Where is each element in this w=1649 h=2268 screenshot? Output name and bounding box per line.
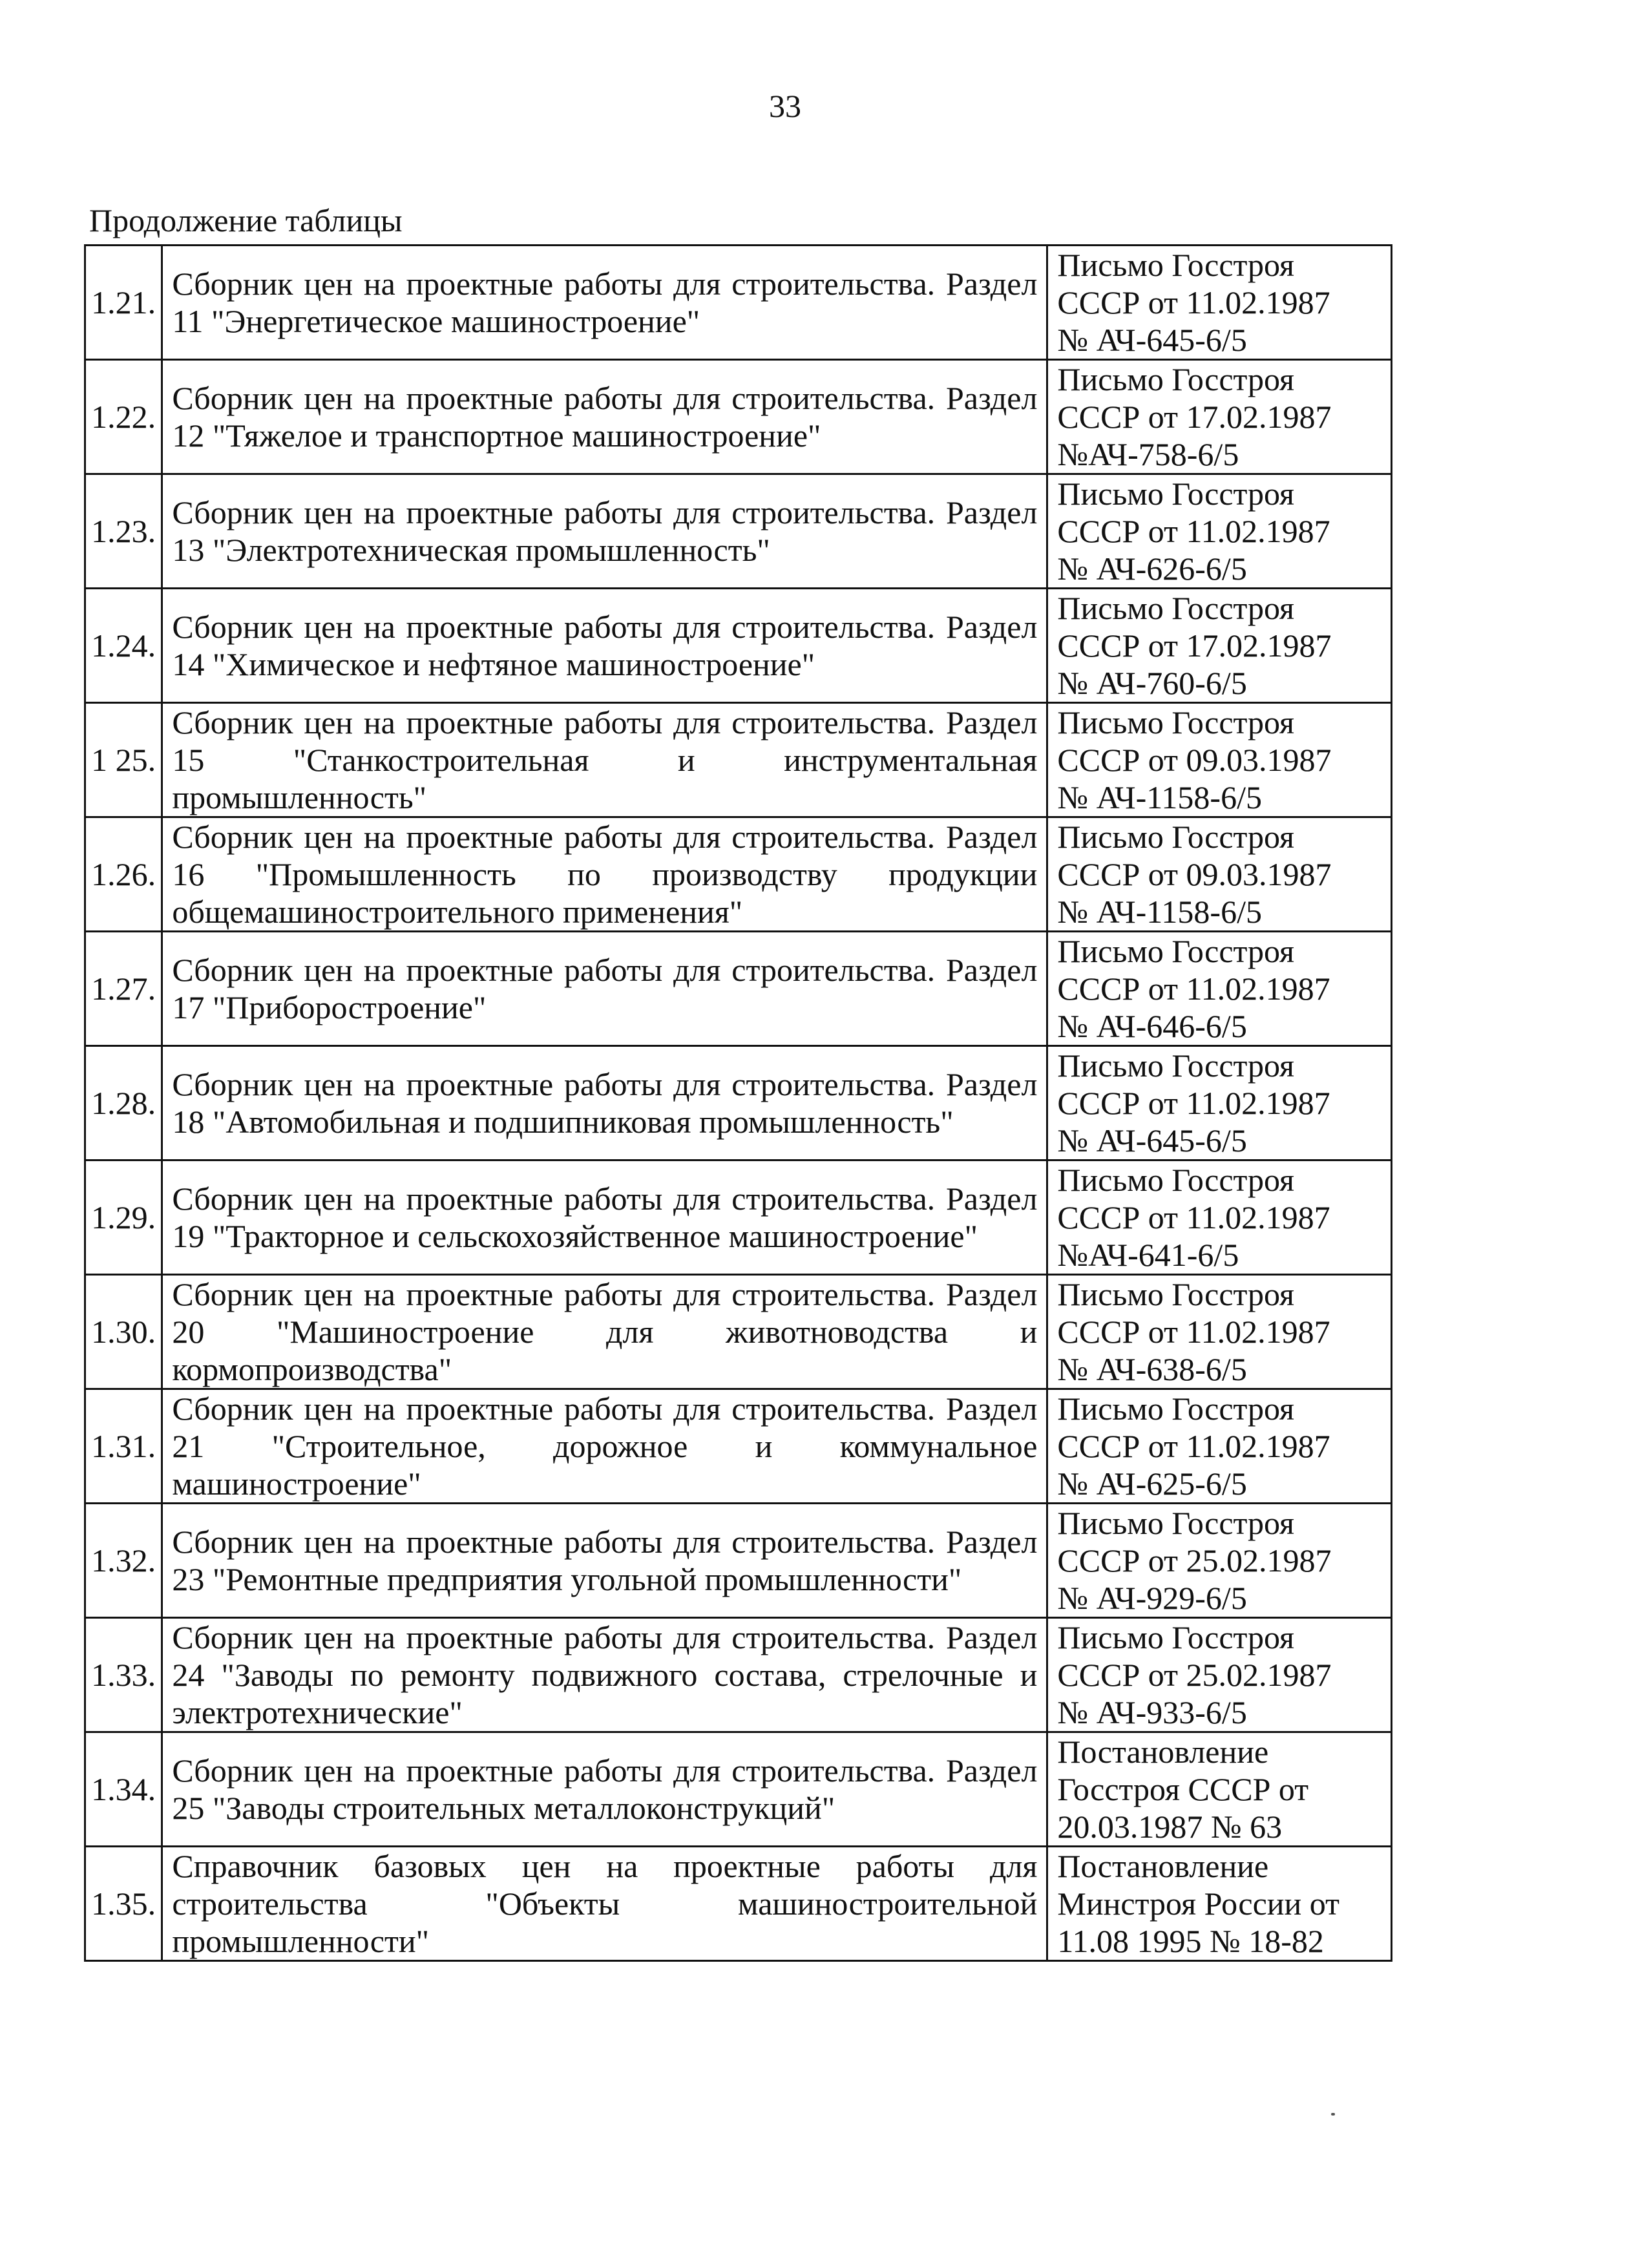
- approval-document-line: Письмо Госстроя: [1057, 590, 1295, 626]
- table-row: [85, 1847, 1392, 1961]
- approval-document: [1047, 1160, 1392, 1275]
- approval-document: [1047, 703, 1392, 817]
- row-number: 1.24.: [85, 589, 162, 703]
- approval-document-line: 11.08 1995 № 18-82: [1057, 1923, 1324, 1959]
- row-number: 1.26.: [85, 817, 162, 932]
- table-row: [85, 1618, 1392, 1732]
- approval-document-line: Госстроя СССР от: [1057, 1771, 1309, 1807]
- approval-document-line: СССР от 09.03.1987: [1057, 856, 1332, 892]
- approval-document-line: 20.03.1987 № 63: [1057, 1809, 1283, 1845]
- collection-title: Сборник цен на проектные работы для строительства. Раздел 20 "Машиностроение для животноводства и кормопроизводства": [162, 1275, 1047, 1389]
- collection-title: Сборник цен на проектные работы для строительства. Раздел 11 "Энергетическое машиностроение": [162, 246, 1047, 360]
- approval-document: [1047, 932, 1392, 1046]
- approval-document-line: № АЧ-1158-6/5: [1057, 894, 1262, 930]
- approval-document-line: СССР от 11.02.1987: [1057, 971, 1330, 1007]
- approval-document-line: СССР от 11.02.1987: [1057, 1314, 1330, 1350]
- table-row: [85, 1504, 1392, 1618]
- approval-document-line: №АЧ-641-6/5: [1057, 1237, 1239, 1273]
- collection-title: Сборник цен на проектные работы для строительства. Раздел 24 "Заводы по ремонту подвижного состава, стрелочные и электротехнические": [162, 1618, 1047, 1732]
- approval-document-line: СССР от 25.02.1987: [1057, 1657, 1332, 1693]
- approval-document-line: № АЧ-929-6/5: [1057, 1580, 1247, 1616]
- approval-document-line: Письмо Госстроя: [1057, 1391, 1295, 1427]
- table-row: [85, 1160, 1392, 1275]
- row-number: 1.32.: [85, 1504, 162, 1618]
- approval-document-line: Письмо Госстроя: [1057, 933, 1295, 969]
- approval-document-line: № АЧ-645-6/5: [1057, 322, 1247, 358]
- table-row: [85, 589, 1392, 703]
- approval-document-line: Письмо Госстроя: [1057, 819, 1295, 855]
- approval-document-line: Письмо Госстроя: [1057, 1047, 1295, 1084]
- table-row: [85, 703, 1392, 817]
- table-row: [85, 1275, 1392, 1389]
- approval-document-line: № АЧ-625-6/5: [1057, 1465, 1247, 1502]
- approval-document: [1047, 474, 1392, 589]
- approval-document-line: Письмо Госстроя: [1057, 1162, 1295, 1198]
- table-row: [85, 1732, 1392, 1847]
- table-row: [85, 246, 1392, 360]
- approval-document: [1047, 817, 1392, 932]
- approval-document-line: №АЧ-758-6/5: [1057, 436, 1239, 472]
- approval-document-line: СССР от 09.03.1987: [1057, 742, 1332, 778]
- table-row: [85, 474, 1392, 589]
- approval-document-line: Письмо Госстроя: [1057, 1619, 1295, 1655]
- approval-document-line: СССР от 11.02.1987: [1057, 1199, 1330, 1235]
- approval-document: [1047, 1275, 1392, 1389]
- approval-document-line: Письмо Госстроя: [1057, 1276, 1295, 1312]
- approval-document-line: СССР от 11.02.1987: [1057, 1428, 1330, 1464]
- table-row: [85, 360, 1392, 474]
- approval-document-line: № АЧ-626-6/5: [1057, 551, 1247, 587]
- collection-title: Сборник цен на проектные работы для строительства. Раздел 21 "Строительное, дорожное и коммунальное машиностроение": [162, 1389, 1047, 1504]
- row-number: 1.27.: [85, 932, 162, 1046]
- collection-title: Сборник цен на проектные работы для строительства. Раздел 14 "Химическое и нефтяное машиностроение": [162, 589, 1047, 703]
- approval-document-line: Письмо Госстроя: [1057, 476, 1295, 512]
- approval-document: [1047, 246, 1392, 360]
- approval-document-line: Постановление: [1057, 1734, 1269, 1770]
- row-number: 1.28.: [85, 1046, 162, 1160]
- approval-document-line: Письмо Госстроя: [1057, 247, 1295, 283]
- approval-document-line: № АЧ-646-6/5: [1057, 1008, 1247, 1044]
- table-row: [85, 817, 1392, 932]
- approval-document-line: № АЧ-760-6/5: [1057, 665, 1247, 701]
- approval-document-line: Минстроя России от: [1057, 1885, 1339, 1922]
- collection-title: Сборник цен на проектные работы для строительства. Раздел 16 "Промышленность по производству продукции общемашиностроительного применения": [162, 817, 1047, 932]
- approval-document: [1047, 1389, 1392, 1504]
- row-number: 1.34.: [85, 1732, 162, 1847]
- approval-document-line: № АЧ-638-6/5: [1057, 1351, 1247, 1387]
- approval-document-line: Постановление: [1057, 1848, 1269, 1884]
- row-number: 1.22.: [85, 360, 162, 474]
- approval-document-line: № АЧ-933-6/5: [1057, 1694, 1247, 1730]
- approval-document: [1047, 360, 1392, 474]
- approval-document: [1047, 1847, 1392, 1961]
- price-collections-table: [84, 244, 1392, 1962]
- row-number: 1.30.: [85, 1275, 162, 1389]
- table-continuation-label: Продолжение таблицы: [89, 202, 403, 238]
- row-number: 1.21.: [85, 246, 162, 360]
- approval-document-line: СССР от 11.02.1987: [1057, 1085, 1330, 1121]
- collection-title: Сборник цен на проектные работы для строительства. Раздел 17 "Приборостроение": [162, 932, 1047, 1046]
- approval-document-line: СССР от 17.02.1987: [1057, 399, 1332, 435]
- row-number: 1 25.: [85, 703, 162, 817]
- table-body: [85, 246, 1392, 1961]
- collection-title: Сборник цен на проектные работы для строительства. Раздел 13 "Электротехническая промышленность": [162, 474, 1047, 589]
- collection-title: Справочник базовых цен на проектные работы для строительства "Объекты машиностроительной промышленности": [162, 1847, 1047, 1961]
- row-number: 1.31.: [85, 1389, 162, 1504]
- approval-document-line: Письмо Госстроя: [1057, 1505, 1295, 1541]
- collection-title: Сборник цен на проектные работы для строительства. Раздел 19 "Тракторное и сельскохозяйственное машиностроение": [162, 1160, 1047, 1275]
- page-number: 33: [769, 88, 801, 124]
- row-number: 1.35.: [85, 1847, 162, 1961]
- approval-document: [1047, 589, 1392, 703]
- row-number: 1.33.: [85, 1618, 162, 1732]
- table-row: [85, 932, 1392, 1046]
- collection-title: Сборник цен на проектные работы для строительства. Раздел 12 "Тяжелое и транспортное машиностроение": [162, 360, 1047, 474]
- approval-document-line: № АЧ-645-6/5: [1057, 1122, 1247, 1159]
- approval-document-line: СССР от 25.02.1987: [1057, 1542, 1332, 1579]
- collection-title: Сборник цен на проектные работы для строительства. Раздел 15 "Станкостроительная и инструментальная промышленность": [162, 703, 1047, 817]
- approval-document-line: СССР от 11.02.1987: [1057, 513, 1330, 549]
- row-number: 1.29.: [85, 1160, 162, 1275]
- approval-document-line: СССР от 17.02.1987: [1057, 627, 1332, 664]
- row-number: 1.23.: [85, 474, 162, 589]
- approval-document-line: Письмо Госстроя: [1057, 361, 1295, 397]
- approval-document: [1047, 1504, 1392, 1618]
- approval-document-line: № АЧ-1158-6/5: [1057, 779, 1262, 815]
- approval-document-line: Письмо Госстроя: [1057, 704, 1295, 740]
- collection-title: Сборник цен на проектные работы для строительства. Раздел 25 "Заводы строительных металлоконструкций": [162, 1732, 1047, 1847]
- approval-document: [1047, 1732, 1392, 1847]
- scan-speck: [1331, 2113, 1335, 2116]
- table-row: [85, 1046, 1392, 1160]
- collection-title: Сборник цен на проектные работы для строительства. Раздел 18 "Автомобильная и подшипниковая промышленность": [162, 1046, 1047, 1160]
- approval-document: [1047, 1618, 1392, 1732]
- approval-document-line: СССР от 11.02.1987: [1057, 284, 1330, 320]
- table-row: [85, 1389, 1392, 1504]
- approval-document: [1047, 1046, 1392, 1160]
- collection-title: Сборник цен на проектные работы для строительства. Раздел 23 "Ремонтные предприятия угольной промышленности": [162, 1504, 1047, 1618]
